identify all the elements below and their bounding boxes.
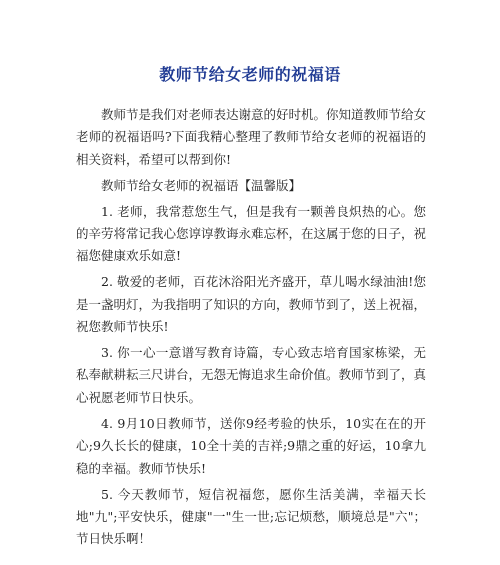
blessing-item: 1. 老师，我常惹您生气，但是我有一颗善良炽热的心。您的辛劳将常记我心您谆谆教诲永难忘杯，在这属于您的日子，祝福您健康欢乐如意!: [76, 203, 427, 264]
blessing-item: 3. 你一心一意谱写教育诗篇，专心致志培育国家栋梁，无私奉献耕耘三尺讲台，无怨无悔追求生命价值。教师节到了，真心祝愿老师节日快乐。: [76, 345, 427, 405]
document-body: [76, 104, 426, 554]
intro-paragraph: 教师节是我们对老师表达谢意的好时机。你知道教师节给女老师的祝福语吗?下面我精心整理了教师节给女老师的祝福语的相关资料，希望可以帮到你!: [76, 107, 427, 167]
document-title: 教师节给女老师的祝福语: [159, 65, 341, 84]
blessing-item: 4. 9月10日教师节，送你9经考验的快乐，10实在在的开心;9久长长的健康，10全十美的吉祥;9鼎之重的好运，10拿九稳的幸福。教师节快乐!: [76, 415, 426, 476]
blessing-item: 5. 今天教师节，短信祝福您，愿你生活美满，幸福天长地"九";平安快乐，健康"一"生一世;忘记烦愁，顺境总是"六"；节日快乐啊！: [76, 486, 426, 547]
blessing-item: 2. 敬爱的老师，百花沐浴阳光齐盛开，草儿喝水绿油油!您是一盏明灯，为我指明了知识的方向，教师节到了，送上祝福，祝您教师节快乐!: [76, 274, 427, 335]
section-subtitle: 教师节给女老师的祝福语【温馨版】: [101, 177, 302, 193]
